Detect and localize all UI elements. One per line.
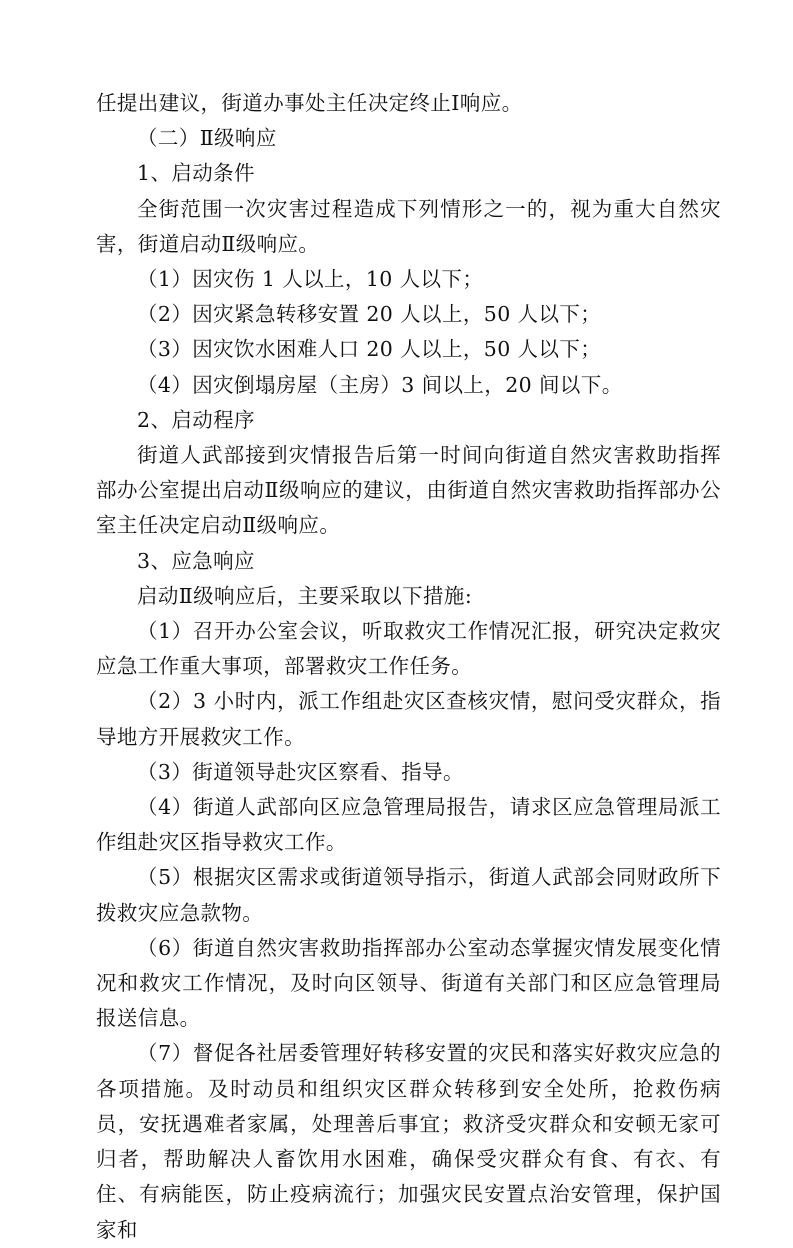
paragraph-conditions-intro: 全街范围一次灾害过程造成下列情形之一的，视为重大自然灾害，街道启动Ⅱ级响应。 <box>96 196 721 256</box>
list-item-measure-3: （3）街道领导赴灾区察看、指导。 <box>137 759 464 784</box>
document-body <box>96 86 721 1248</box>
list-item-measure-7: （7）督促各社居委管理好转移安置的灾民和落实好救灾应急的各项措施。及时动员和组织灾区群众转移到安全处所，抢救伤病员，安抚遇难者家属，处理善后事宜；救济受灾群众和安顿无家可归者，帮助解决人畜饮用水困难，确保受灾群众有食、有衣、有住、有病能医，防止疫病流行；加强灾民安置点治安管理，保护国家和 <box>96 1041 721 1242</box>
subsection-heading-start-procedure: 2、启动程序 <box>137 407 255 432</box>
list-item-condition-4: （4）因灾倒塌房屋（主房）3 间以上，20 间以下。 <box>137 372 623 397</box>
paragraph-measures-intro: 启动Ⅱ级响应后，主要采取以下措施: <box>137 583 473 608</box>
list-item-measure-5: （5）根据灾区需求或街道领导指示，街道人武部会同财政所下拨救灾应急款物。 <box>96 865 721 925</box>
paragraph-continuation: 任提出建议，街道办事处主任决定终止Ⅰ响应。 <box>96 91 523 115</box>
subsection-heading-start-conditions: 1、启动条件 <box>137 161 255 186</box>
section-heading-level-2-response: （二）Ⅱ级响应 <box>137 126 277 151</box>
list-item-condition-3: （3）因灾饮水困难人口 20 人以上，50 人以下； <box>137 337 602 362</box>
list-item-measure-2: （2）3 小时内，派工作组赴灾区查核灾情，慰问受灾群众，指导地方开展救灾工作。 <box>96 689 721 749</box>
list-item-measure-6: （6）街道自然灾害救助指挥部办公室动态掌握灾情发展变化情况和救灾工作情况，及时向区领导、街道有关部门和区应急管理局报送信息。 <box>96 935 721 1031</box>
list-item-condition-2: （2）因灾紧急转移安置 20 人以上，50 人以下； <box>137 302 602 327</box>
list-item-measure-4: （4）街道人武部向区应急管理局报告，请求区应急管理局派工作组赴灾区指导救灾工作。 <box>96 795 721 855</box>
paragraph-start-procedure: 街道人武部接到灾情报告后第一时间向街道自然灾害救助指挥部办公室提出启动Ⅱ级响应的建议，由街道自然灾害救助指挥部办公室主任决定启动Ⅱ级响应。 <box>96 443 721 538</box>
subsection-heading-emergency-response: 3、应急响应 <box>137 548 255 573</box>
list-item-condition-1: （1）因灾伤 1 人以上，10 人以下； <box>137 267 484 292</box>
list-item-measure-1: （1）召开办公室会议，听取救灾工作情况汇报，研究决定救灾应急工作重大事项，部署救灾工作任务。 <box>96 619 721 679</box>
